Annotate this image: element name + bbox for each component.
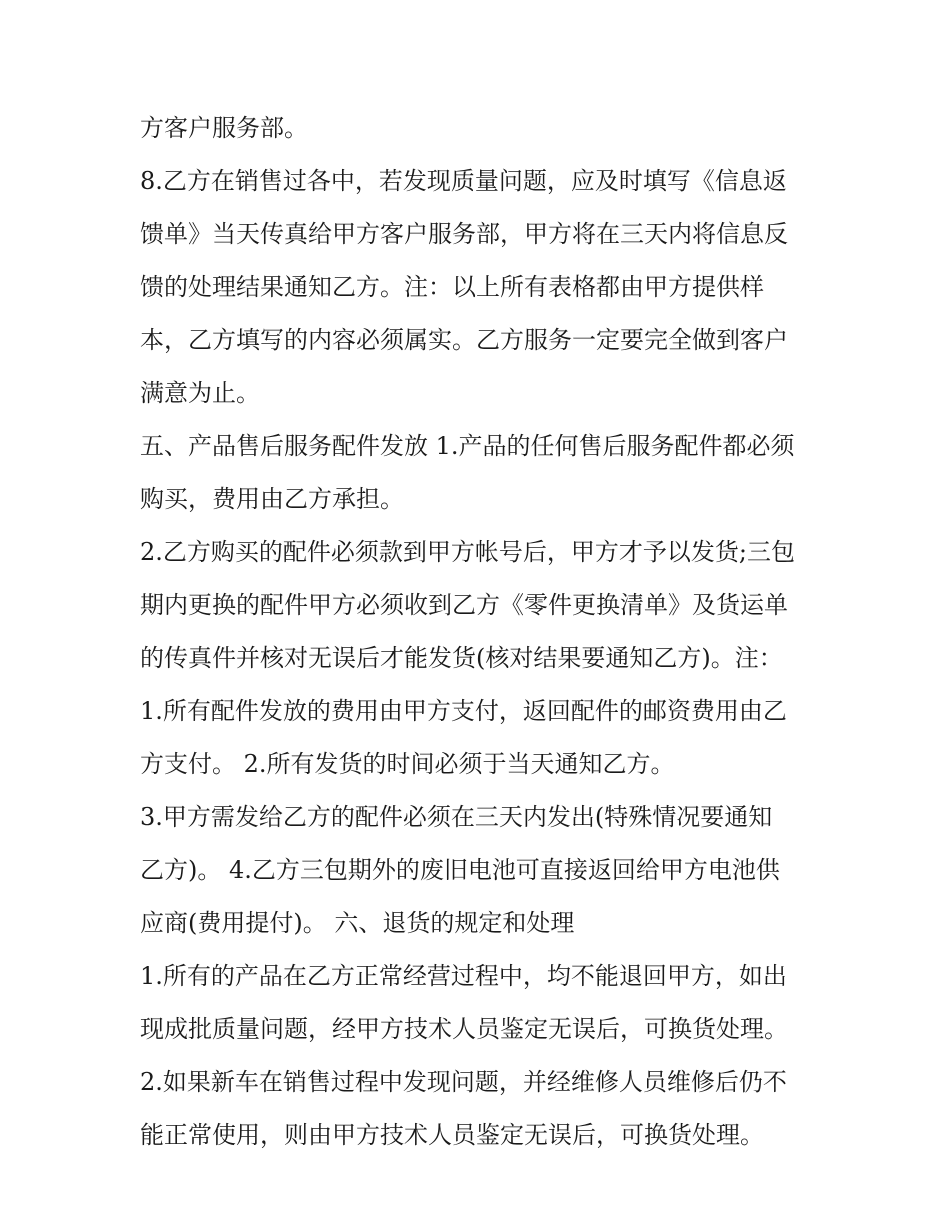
text-line: 应商(费用提付)。 六、退货的规定和处理 — [140, 909, 575, 937]
text-line: 能正常使用，则由甲方技术人员鉴定无误后，可换货处理。 — [140, 1121, 764, 1149]
text-line: 8.乙方在销售过各中，若发现质量问题，应及时填写《信息返 — [140, 167, 787, 195]
text-line: 3.甲方需发给乙方的配件必须在三天内发出(特殊情况要通知 — [140, 803, 773, 831]
text-line: 现成批质量问题，经甲方技术人员鉴定无误后，可换货处理。 — [140, 1015, 788, 1043]
text-line: 方支付。 2.所有发货的时间必须于当天通知乙方。 — [140, 750, 675, 778]
text-line: 馈的处理结果通知乙方。注：以上所有表格都由甲方提供样 — [140, 273, 764, 301]
text-line: 馈单》当天传真给甲方客户服务部，甲方将在三天内将信息反 — [140, 220, 788, 248]
text-line: 期内更换的配件甲方必须收到乙方《零件更换清单》及货运单 — [140, 591, 788, 619]
text-line: 满意为止。 — [140, 379, 260, 407]
text-line: 乙方)。 4.乙方三包期外的废旧电池可直接返回给甲方电池供 — [140, 856, 780, 884]
text-line: 方客户服务部。 — [140, 114, 308, 142]
text-line: 1.所有的产品在乙方正常经营过程中，均不能退回甲方，如出 — [140, 962, 787, 990]
text-line: 购买，费用由乙方承担。 — [140, 485, 404, 513]
text-line: 2.乙方购买的配件必须款到甲方帐号后，甲方才予以发货;三包 — [140, 538, 795, 566]
text-line: 2.如果新车在销售过程中发现问题，并经维修人员维修后仍不 — [140, 1068, 787, 1096]
text-line: 五、产品售后服务配件发放 1.产品的任何售后服务配件都必须 — [140, 432, 795, 460]
text-line: 1.所有配件发放的费用由甲方支付，返回配件的邮资费用由乙 — [140, 697, 787, 725]
text-line: 的传真件并核对无误后才能发货(核对结果要通知乙方)。注： — [140, 644, 783, 672]
text-line: 本，乙方填写的内容必须属实。乙方服务一定要完全做到客户 — [140, 326, 788, 354]
